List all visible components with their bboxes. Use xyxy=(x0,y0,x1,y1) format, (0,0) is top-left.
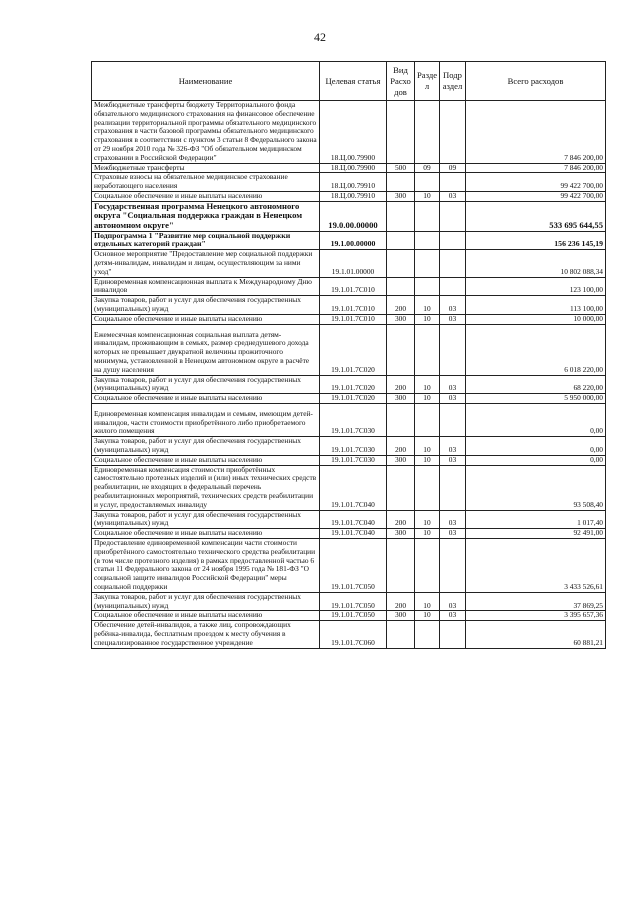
page-number: 42 xyxy=(314,30,326,44)
row-razdel xyxy=(415,250,440,277)
row-name: Социальное обеспечение и иные выплаты населению xyxy=(92,611,320,621)
row-name: Страховые взносы на обязательное медицинское страхование неработающего населения xyxy=(92,173,320,192)
row-name: Социальное обеспечение и иные выплаты населению xyxy=(92,529,320,539)
row-name: Межбюджетные трансферты xyxy=(92,163,320,173)
row-target: 19.0.00.00000 xyxy=(320,201,387,231)
table-row xyxy=(92,277,606,296)
row-target: 19.1.01.7С050 xyxy=(320,611,387,621)
row-target: 19.1.01.7С010 xyxy=(320,277,387,296)
row-podrazdel: 03 xyxy=(440,611,466,621)
row-vid: 200 xyxy=(387,437,415,456)
row-podrazdel xyxy=(440,277,466,296)
row-total: 3 433 526,61 xyxy=(466,539,606,593)
header-name: Наименование xyxy=(92,62,320,101)
row-podrazdel: 09 xyxy=(440,163,466,173)
table-row-program xyxy=(92,201,606,231)
row-podrazdel: 03 xyxy=(440,296,466,315)
row-razdel xyxy=(415,621,440,648)
row-target: 18.Ц.00.79910 xyxy=(320,173,387,192)
row-podrazdel xyxy=(440,621,466,648)
row-razdel: 10 xyxy=(415,191,440,201)
row-name: Закупка товаров, работ и услуг для обеспечения государственных (муниципальных) нужд xyxy=(92,592,320,611)
row-name: Единовременная компенсация инвалидам и семьям, имеющим детей-инвалидов, части стоимости приобретённого либо приобретаемого жилого помещения xyxy=(92,403,320,436)
row-name: Социальное обеспечение и иные выплаты населению xyxy=(92,191,320,201)
row-razdel: 09 xyxy=(415,163,440,173)
header-total: Всего расходов xyxy=(466,62,606,101)
header-vid: Вид Расхо дов xyxy=(387,62,415,101)
row-total: 99 422 700,00 xyxy=(466,173,606,192)
row-name: Основное мероприятие "Предоставление мер социальной поддержки детям-инвалидам, инвалидам и лицам, осуществляющим за ними уход" xyxy=(92,250,320,277)
row-podrazdel: 03 xyxy=(440,191,466,201)
table-row xyxy=(92,296,606,315)
row-vid: 200 xyxy=(387,375,415,394)
row-name: Единовременная компенсационная выплата к Международному Дню инвалидов xyxy=(92,277,320,296)
table-row xyxy=(92,403,606,436)
row-name: Социальное обеспечение и иные выплаты населению xyxy=(92,394,320,404)
row-podrazdel xyxy=(440,539,466,593)
row-target: 18.Ц.00.79910 xyxy=(320,191,387,201)
row-total: 93 508,40 xyxy=(466,465,606,510)
row-razdel: 10 xyxy=(415,611,440,621)
row-target: 19.1.01.7С010 xyxy=(320,296,387,315)
row-total: 60 881,21 xyxy=(466,621,606,648)
table-row xyxy=(92,173,606,192)
table-row xyxy=(92,101,606,164)
row-target: 19.1.01.7С020 xyxy=(320,394,387,404)
row-vid: 200 xyxy=(387,510,415,529)
row-vid xyxy=(387,231,415,250)
row-target: 19.1.01.7С040 xyxy=(320,465,387,510)
table-row xyxy=(92,324,606,375)
row-target: 19.1.01.7С030 xyxy=(320,403,387,436)
row-podrazdel xyxy=(440,101,466,164)
table-row xyxy=(92,510,606,529)
row-razdel: 10 xyxy=(415,510,440,529)
row-name: Социальное обеспечение и иные выплаты населению xyxy=(92,314,320,324)
row-target: 19.1.01.7С040 xyxy=(320,529,387,539)
row-podrazdel xyxy=(440,201,466,231)
row-razdel: 10 xyxy=(415,375,440,394)
row-razdel: 10 xyxy=(415,592,440,611)
row-name: Закупка товаров, работ и услуг для обеспечения государственных (муниципальных) нужд xyxy=(92,510,320,529)
row-podrazdel: 03 xyxy=(440,394,466,404)
row-name: Ежемесячная компенсационная социальная выплата детям-инвалидам, проживающим в семьях, размер среднедушевого дохода которых не превышает двукратной величины прожиточного минимума, установленной в Ненецком автономном округе в расчёте на душу населения xyxy=(92,324,320,375)
row-razdel: 10 xyxy=(415,394,440,404)
row-razdel xyxy=(415,403,440,436)
row-vid xyxy=(387,539,415,593)
row-vid: 300 xyxy=(387,455,415,465)
row-razdel: 10 xyxy=(415,296,440,315)
row-total: 6 018 220,00 xyxy=(466,324,606,375)
row-target: 19.1.01.7С030 xyxy=(320,455,387,465)
row-name: Предоставление единовременной компенсации части стоимости приобретённого самостоятельно технического средства реабилитации (в том числе протезного изделия) в рамках предоставленной частью 6 статьи 11 Федерального закона от 24 ноября 1995 года № 181-ФЗ "О социальной защите инвалидов Российской Федерации" меры социальной поддержки xyxy=(92,539,320,593)
table-row xyxy=(92,314,606,324)
row-total: 5 950 000,00 xyxy=(466,394,606,404)
table-header-row xyxy=(92,62,606,101)
row-total: 156 236 145,19 xyxy=(466,231,606,250)
header-podrazdel: Подр аздел xyxy=(440,62,466,101)
row-total: 113 100,00 xyxy=(466,296,606,315)
row-total: 92 491,00 xyxy=(466,529,606,539)
row-vid xyxy=(387,621,415,648)
table-row xyxy=(92,394,606,404)
row-vid: 200 xyxy=(387,592,415,611)
row-vid: 300 xyxy=(387,394,415,404)
row-razdel xyxy=(415,173,440,192)
row-total: 7 846 200,00 xyxy=(466,101,606,164)
table-row xyxy=(92,621,606,648)
row-razdel xyxy=(415,201,440,231)
row-razdel: 10 xyxy=(415,314,440,324)
row-name: Закупка товаров, работ и услуг для обеспечения государственных (муниципальных) нужд xyxy=(92,437,320,456)
header-razdel: Разде л xyxy=(415,62,440,101)
row-name: Межбюджетные трансферты бюджету Территориального фонда обязательного медицинского страхования на финансовое обеспечение реализации территориальной программы обязательного медицинского страхования в части базовой программы обязательного медицинского страхования в соответствии с пунктом 3 статьи 8 Федерального закона от 29 ноября 2010 года № 326-ФЗ "Об обязательном медицинском страховании в Российской Федерации" xyxy=(92,101,320,164)
row-total: 10 802 088,34 xyxy=(466,250,606,277)
row-total: 99 422 700,00 xyxy=(466,191,606,201)
budget-table xyxy=(91,61,606,649)
row-podrazdel xyxy=(440,173,466,192)
row-name: Единовременная компенсация стоимости приобретённых самостоятельно протезных изделий и (или) иных технических средств реабилитации, не входящих в федеральный перечень реабилитационных мероприятий, технических средств реабилитации и услуг, предоставляемых инвалиду xyxy=(92,465,320,510)
row-vid xyxy=(387,465,415,510)
row-podrazdel xyxy=(440,465,466,510)
row-podrazdel xyxy=(440,250,466,277)
table-row xyxy=(92,455,606,465)
table-row xyxy=(92,539,606,593)
row-razdel xyxy=(415,277,440,296)
row-vid: 300 xyxy=(387,611,415,621)
row-vid: 200 xyxy=(387,296,415,315)
row-vid xyxy=(387,403,415,436)
row-razdel xyxy=(415,539,440,593)
row-target: 19.1.01.7С020 xyxy=(320,375,387,394)
row-podrazdel: 03 xyxy=(440,314,466,324)
table-row-subprogram xyxy=(92,231,606,250)
row-total: 10 000,00 xyxy=(466,314,606,324)
row-target: 18.Ц.00.79900 xyxy=(320,163,387,173)
table-row xyxy=(92,375,606,394)
row-target: 19.1.01.00000 xyxy=(320,250,387,277)
row-target: 19.1.01.7С040 xyxy=(320,510,387,529)
row-total: 68 220,00 xyxy=(466,375,606,394)
row-total: 0,00 xyxy=(466,437,606,456)
table-body xyxy=(92,101,606,649)
row-podrazdel: 03 xyxy=(440,510,466,529)
row-target: 19.1.01.7С020 xyxy=(320,324,387,375)
row-target: 19.1.00.00000 xyxy=(320,231,387,250)
table-row xyxy=(92,465,606,510)
table-row xyxy=(92,250,606,277)
row-razdel xyxy=(415,324,440,375)
row-vid xyxy=(387,201,415,231)
row-total: 1 017,40 xyxy=(466,510,606,529)
row-vid: 500 xyxy=(387,163,415,173)
row-podrazdel: 03 xyxy=(440,437,466,456)
row-target: 19.1.01.7С050 xyxy=(320,592,387,611)
row-podrazdel: 03 xyxy=(440,375,466,394)
row-name: Закупка товаров, работ и услуг для обеспечения государственных (муниципальных) нужд xyxy=(92,375,320,394)
table-row xyxy=(92,437,606,456)
row-razdel xyxy=(415,231,440,250)
table-row xyxy=(92,592,606,611)
row-vid xyxy=(387,324,415,375)
header-target: Целевая статья xyxy=(320,62,387,101)
row-total: 0,00 xyxy=(466,403,606,436)
row-podrazdel: 03 xyxy=(440,455,466,465)
row-podrazdel xyxy=(440,403,466,436)
row-target: 19.1.01.7С030 xyxy=(320,437,387,456)
row-total: 3 395 657,36 xyxy=(466,611,606,621)
row-vid xyxy=(387,173,415,192)
row-podrazdel: 03 xyxy=(440,592,466,611)
row-vid xyxy=(387,250,415,277)
row-podrazdel xyxy=(440,231,466,250)
row-podrazdel: 03 xyxy=(440,529,466,539)
row-vid xyxy=(387,101,415,164)
row-total: 37 869,25 xyxy=(466,592,606,611)
row-name: Социальное обеспечение и иные выплаты населению xyxy=(92,455,320,465)
table-row xyxy=(92,191,606,201)
row-razdel: 10 xyxy=(415,455,440,465)
row-vid: 300 xyxy=(387,529,415,539)
row-total: 7 846 200,00 xyxy=(466,163,606,173)
row-name: Обеспечение детей-инвалидов, а также лиц, сопровождающих ребёнка-инвалида, бесплатным проездом к месту обучения в специализированное государственное учреждение xyxy=(92,621,320,648)
row-vid xyxy=(387,277,415,296)
row-vid: 300 xyxy=(387,191,415,201)
row-name: Закупка товаров, работ и услуг для обеспечения государственных (муниципальных) нужд xyxy=(92,296,320,315)
row-target: 18.Ц.00.79900 xyxy=(320,101,387,164)
row-razdel: 10 xyxy=(415,529,440,539)
row-target: 19.1.01.7С010 xyxy=(320,314,387,324)
row-podrazdel xyxy=(440,324,466,375)
row-total: 0,00 xyxy=(466,455,606,465)
row-name: Подпрограмма 1 "Развитие мер социальной поддержки отдельных категорий граждан" xyxy=(92,231,320,250)
row-total: 123 100,00 xyxy=(466,277,606,296)
row-target: 19.1.01.7С060 xyxy=(320,621,387,648)
row-target: 19.1.01.7С050 xyxy=(320,539,387,593)
row-total: 533 695 644,55 xyxy=(466,201,606,231)
row-name: Государственная программа Ненецкого автономного округа "Социальная поддержка граждан в Ненецком автономном округе" xyxy=(92,201,320,231)
row-razdel xyxy=(415,465,440,510)
row-vid: 300 xyxy=(387,314,415,324)
row-razdel xyxy=(415,101,440,164)
row-razdel: 10 xyxy=(415,437,440,456)
